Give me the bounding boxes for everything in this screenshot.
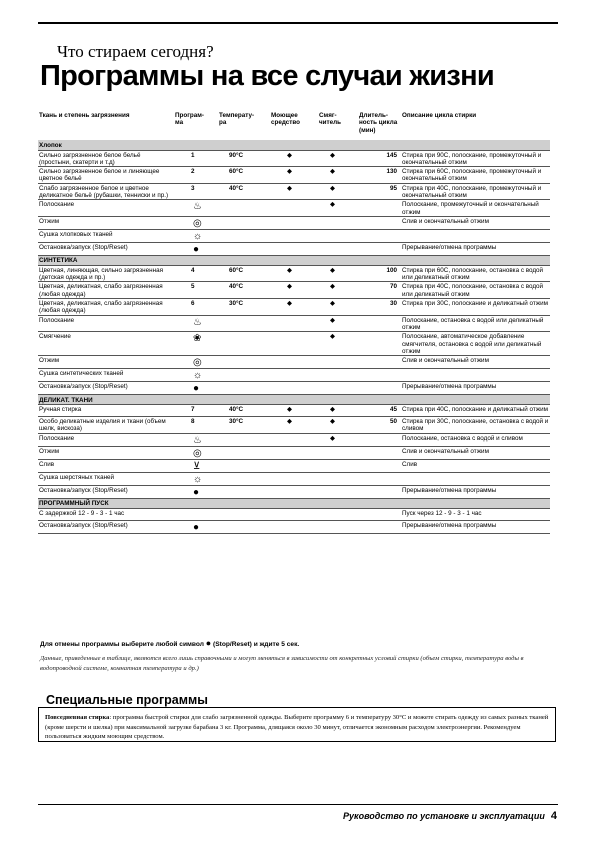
duration-cell [358,315,401,332]
program-cell: 5 [174,282,218,299]
dry-icon: ☼ [193,370,203,382]
section-label: ПРОГРАММНЫЙ ПУСК [38,498,550,508]
softener-cell: ◆ [318,417,358,434]
temperature-cell [218,459,270,472]
temperature-cell: 40°C [218,183,270,200]
program-cell [174,472,218,485]
col-header: Моющее средство [271,112,300,127]
temperature-cell [218,485,270,498]
description-cell [401,229,550,242]
detergent-cell [270,485,318,498]
col-header: Длитель- ность цикла (мин) [359,112,398,134]
description-cell: Слив [401,459,550,472]
fabric-cell: Особо деликатные изделия и ткани (объем шелк, вискоза) [38,417,174,434]
table-row [38,520,550,533]
fabric-cell: Отжим [38,216,174,229]
stop-icon: ● [193,521,200,533]
detergent-cell [270,508,318,520]
duration-cell: 100 [358,265,401,282]
program-cell [174,433,218,446]
page-title: Программы на все случаи жизни [40,60,495,92]
duration-cell: 45 [358,405,401,417]
detergent-cell [270,433,318,446]
duration-cell [358,382,401,395]
temperature-cell [218,446,270,459]
program-cell: 4 [174,265,218,282]
program-cell [174,229,218,242]
stop-icon: ● [193,383,200,395]
program-cell [174,216,218,229]
softener-cell [318,485,358,498]
fabric-cell: С задержкой 12 - 9 - 3 - 1 час [38,508,174,520]
fabric-cell: Сильно загрязненное белое и линяющее цветное бельё [38,167,174,184]
spin-icon: ◎ [193,217,202,229]
stop-icon: ● [205,638,212,648]
temperature-cell [218,200,270,217]
special-program-text: : программа быстрой стирки для слабо загрязненной одежды. Выберите программу 6 и температуру 30°C и можете стирать одежду из самых разных тканей (кроме шерсти и шелка) при максимальной загрузке барабана 3 кг. Программа, длящаяся около 30 минут, отличается экономным расходом электроэнергии. Рекомендуем пользоваться жидким моющим средством. [45,714,549,740]
table-row [38,167,550,184]
spin-icon: ◎ [193,357,202,369]
description-cell: Полоскание, остановка с водой или деликатный отжим [401,315,550,332]
fabric-cell: Цветная, деликатная, слабо загрязненная (любая одежда) [38,282,174,299]
fabric-cell: Сильно загрязненное белое бельё (простыни, скатерти и т.д) [38,150,174,167]
detergent-cell: ◆ [270,299,318,316]
detergent-cell [270,520,318,533]
table-row [38,485,550,498]
fabric-cell: Сушка хлопковых тканей [38,229,174,242]
fabric-cell: Сушка синтетических тканей [38,369,174,382]
table-row [38,446,550,459]
temperature-cell [218,433,270,446]
col-header: Ткань и степень загрязнения [39,112,130,119]
fabric-cell: Полоскание [38,200,174,217]
fabric-cell: Остановка/запуск (Stop/Reset) [38,520,174,533]
program-cell [174,242,218,255]
special-programs-title: Специальные программы [46,693,208,707]
duration-cell [358,508,401,520]
cancel-note [40,638,299,648]
program-cell [174,485,218,498]
col-header: Описание цикла стирки [402,112,477,119]
program-cell: 8 [174,417,218,434]
rinse-icon: ♨ [193,316,202,328]
softener-cell [318,229,358,242]
description-cell: Стирка при 40С, полоскание и деликатный отжим [401,405,550,417]
detergent-cell: ◆ [270,265,318,282]
fabric-cell: Цветная, деликатная, слабо загрязненная (любая одежда) [38,299,174,316]
softener-cell: ◆ [318,405,358,417]
detergent-cell: ◆ [270,417,318,434]
table-row [38,417,550,434]
programs-table [38,112,550,534]
temperature-cell [218,472,270,485]
duration-cell [358,446,401,459]
description-cell: Слив и окончательный отжим [401,216,550,229]
softener-cell: ◆ [318,167,358,184]
softener-cell [318,446,358,459]
description-cell: Полоскание, автоматическое добавление смягчителя, остановка с водой или деликатный отжим [401,332,550,356]
softener-cell [318,242,358,255]
program-cell: 6 [174,299,218,316]
cancel-note-text: Для отмены программы выберите любой символ [40,641,204,648]
softener-cell: ◆ [318,150,358,167]
description-cell: Слив и окончательный отжим [401,356,550,369]
temperature-cell: 30°C [218,299,270,316]
temperature-cell: 60°C [218,265,270,282]
duration-cell [358,459,401,472]
fabric-cell: Сушка шерстяных тканей [38,472,174,485]
duration-cell: 95 [358,183,401,200]
table-row [38,299,550,316]
duration-cell: 70 [358,282,401,299]
softener-cell [318,459,358,472]
stop-icon: ● [193,243,200,255]
dry-icon: ☼ [193,473,203,485]
drain-icon: ⊻ [193,460,201,472]
program-cell: 2 [174,167,218,184]
table-row [38,369,550,382]
table-row [38,200,550,217]
temperature-cell [218,369,270,382]
temperature-cell [218,229,270,242]
program-cell: 7 [174,405,218,417]
table-row [38,150,550,167]
description-cell: Стирка при 60С, полоскание, остановка с водой или деликатный отжим [401,265,550,282]
softener-cell: ◆ [318,265,358,282]
description-cell: Стирка при 30С, полоскание, остановка с водой и сливом [402,418,549,433]
table-row [38,405,550,417]
softener-cell [318,520,358,533]
description-cell: Слив и окончательный отжим [401,446,550,459]
fabric-cell: Полоскание [38,433,174,446]
detergent-cell: ◆ [270,282,318,299]
program-cell [174,446,218,459]
description-cell: Стирка при 40С, полоскание, остановка с водой или деликатный отжим [401,282,550,299]
program-cell [174,315,218,332]
temperature-cell [218,382,270,395]
program-cell [174,508,218,520]
softener-cell: ◆ [318,299,358,316]
duration-cell [358,216,401,229]
detergent-cell: ◆ [270,167,318,184]
description-cell [401,472,550,485]
program-cell [174,369,218,382]
duration-cell [358,369,401,382]
program-cell [174,520,218,533]
temperature-cell: 30°C [218,417,270,434]
section-label: ДЕЛИКАТ. ТКАНИ [38,395,550,405]
table-row [38,459,550,472]
fabric-cell: Остановка/запуск (Stop/Reset) [38,382,174,395]
duration-cell [358,332,401,356]
table-row [38,332,550,356]
program-cell: 1 [174,150,218,167]
fabric-cell: Ручная стирка [38,405,174,417]
program-cell [174,200,218,217]
temperature-cell [218,508,270,520]
page-subtitle: Что стираем сегодня? [57,42,214,61]
table-row [38,242,550,255]
table-row [38,356,550,369]
temperature-cell [218,332,270,356]
description-cell: Полоскание, остановка с водой и сливом [401,433,550,446]
rinse-icon: ♨ [193,434,202,446]
duration-cell [358,356,401,369]
description-cell: Полоскание, промежуточный и окончательный отжим [401,200,550,217]
detergent-cell [270,200,318,217]
section-header [38,140,550,150]
section-label: СИНТЕТИКА [38,255,550,265]
description-cell: Прерывание/отмена программы [401,520,550,533]
detergent-cell [270,356,318,369]
footer-text: Руководство по установке и эксплуатации [343,811,545,821]
fabric-cell: Остановка/запуск (Stop/Reset) [38,242,174,255]
table-row [38,508,550,520]
spin-icon: ◎ [193,447,202,459]
detergent-cell: ◆ [270,183,318,200]
table-row [38,229,550,242]
table-row [38,183,550,200]
softener-cell: ◆ [318,315,358,332]
softener-cell [318,382,358,395]
softener-cell [318,472,358,485]
col-header: Програм- ма [175,112,204,127]
program-cell: 3 [174,183,218,200]
duration-cell [358,200,401,217]
duration-cell: 130 [358,167,401,184]
softener-cell [318,508,358,520]
top-rule [38,22,558,24]
detergent-cell [270,446,318,459]
duration-cell: 145 [358,150,401,167]
table-header [38,112,550,140]
table-row [38,382,550,395]
program-cell [174,356,218,369]
softener-cell: ◆ [318,200,358,217]
description-cell: Пуск через 12 - 9 - 3 - 1 час [401,508,550,520]
special-programs-box [38,707,556,742]
temperature-cell [218,216,270,229]
description-cell: Прерывание/отмена программы [401,485,550,498]
description-cell: Прерывание/отмена программы [401,242,550,255]
softener-cell: ◆ [318,332,358,356]
temperature-cell [218,242,270,255]
table-row [38,216,550,229]
section-header [38,395,550,405]
temperature-cell: 40°C [218,405,270,417]
detergent-cell [270,216,318,229]
temperature-cell: 40°C [218,282,270,299]
bottom-rule [38,804,558,805]
program-cell [174,332,218,356]
section-header [38,498,550,508]
detergent-cell [270,369,318,382]
program-cell [174,459,218,472]
fabric-cell: Остановка/запуск (Stop/Reset) [38,485,174,498]
rinse-icon: ♨ [193,201,202,213]
softener-cell: ◆ [318,183,358,200]
description-cell [401,369,550,382]
description-cell: Стирка при 90С, полоскание, промежуточный и окончательный отжим [401,150,550,167]
detergent-cell [270,332,318,356]
fabric-cell: Смягчение [38,332,174,356]
softener-cell [318,356,358,369]
temperature-cell: 90°C [218,150,270,167]
program-cell [174,382,218,395]
softener-cell: ◆ [318,433,358,446]
duration-cell [358,472,401,485]
detergent-cell [270,472,318,485]
description-cell: Стирка при 30С, полоскание и деликатный отжим [401,299,550,316]
detergent-cell [270,229,318,242]
description-cell: Стирка при 60С, полоскание, промежуточный и окончательный отжим [401,167,550,184]
table-row [38,472,550,485]
stop-icon: ● [193,486,200,498]
table-row [38,282,550,299]
detergent-cell [270,382,318,395]
table-row [38,315,550,332]
fabric-cell: Полоскание [38,315,174,332]
col-header: Температу- ра [219,112,255,127]
duration-cell [358,229,401,242]
detergent-cell: ◆ [270,405,318,417]
section-header [38,255,550,265]
detergent-cell [270,459,318,472]
dry-icon: ☼ [193,230,203,242]
duration-cell [358,520,401,533]
detergent-cell [270,242,318,255]
page-number: 4 [550,810,557,822]
footer [343,810,557,822]
disclaimer-note: Данные, приведенные в таблице, являются всего лишь справочными и могут меняться в зависимости от конкретных условий стирки (объем стирки, температура воды в водопроводной системе, комнатная температура и др.) [40,655,524,672]
soften-icon: ❀ [193,333,202,345]
duration-cell [358,242,401,255]
fabric-cell: Отжим [38,356,174,369]
duration-cell: 50 [358,417,401,434]
section-label: Хлопок [38,140,550,150]
cancel-note-text-2: (Stop/Reset) и ждите 5 сек. [213,641,300,648]
softener-cell [318,369,358,382]
duration-cell: 30 [358,299,401,316]
description-cell: Прерывание/отмена программы [401,382,550,395]
table-row [38,265,550,282]
detergent-cell [270,315,318,332]
duration-cell [358,485,401,498]
softener-cell [318,216,358,229]
temperature-cell [218,356,270,369]
special-program-name: Повседневная стирка [45,714,110,721]
fabric-cell: Цветная, линяющая, сильно загрязненная (детская одежда и пр.) [38,265,174,282]
table-row [38,433,550,446]
duration-cell [358,433,401,446]
fabric-cell: Отжим [38,446,174,459]
description-cell: Стирка при 40С, полоскание, промежуточный и окончательный отжим [401,183,550,200]
softener-cell: ◆ [318,282,358,299]
fabric-cell: Слив [38,459,174,472]
temperature-cell: 60°C [218,167,270,184]
fabric-cell: Слабо загрязненное белое и цветное деликатное бельё (рубашки, тенниски и пр.) [38,183,174,200]
temperature-cell [218,520,270,533]
detergent-cell: ◆ [270,150,318,167]
col-header: Смяг- читель [319,112,341,127]
temperature-cell [218,315,270,332]
